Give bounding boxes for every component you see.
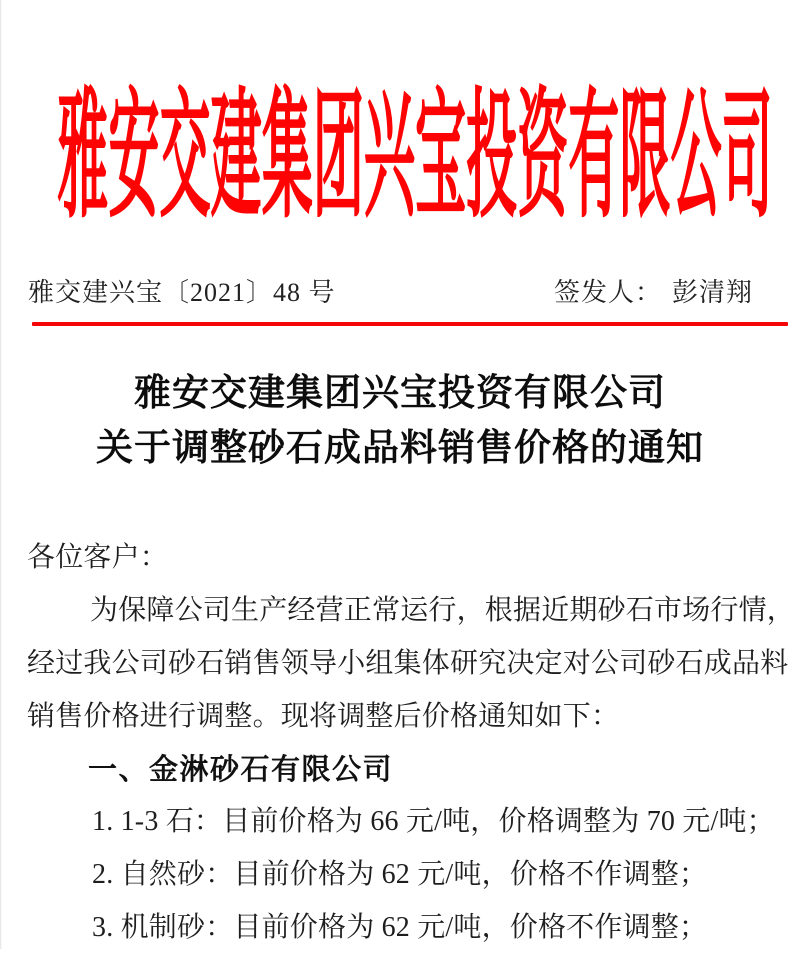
- price-item: 2. 自然砂：目前价格为 62 元/吨，价格不作调整；: [92, 859, 708, 891]
- issuer-name: 彭清翔: [671, 278, 753, 307]
- red-divider-rule: [32, 322, 788, 326]
- document-title: [0, 366, 800, 476]
- paragraph-line: 经过我公司砂石销售领导小组集体研究决定对公司砂石成品料: [27, 647, 789, 679]
- price-item: 1. 1-3 石：目前价格为 66 元/吨，价格调整为 70 元/吨；: [92, 806, 775, 838]
- document-body: [27, 532, 796, 955]
- paragraph-line: 销售价格进行调整。现将调整后价格通知如下：: [27, 700, 620, 732]
- section-heading: 一、金淋砂石有限公司: [88, 753, 394, 786]
- salutation: 各位客户：: [27, 542, 169, 573]
- document-title-line1: 雅安交建集团兴宝投资有限公司: [134, 373, 666, 414]
- issuer: [554, 276, 753, 310]
- issuer-label: 签发人：: [553, 278, 662, 307]
- document-number: 雅交建兴宝〔2021〕48 号: [28, 278, 336, 307]
- price-item: 3. 机制砂：目前价格为 62 元/吨，价格不作调整；: [92, 912, 708, 944]
- company-masthead: 雅安交建集团兴宝投资有限公司: [57, 80, 773, 235]
- document-title-line2: 关于调整砂石成品料销售价格的通知: [96, 428, 704, 469]
- document-number-row: [28, 276, 753, 310]
- paragraph-line: 为保障公司生产经营正常运行，根据近期砂石市场行情，: [90, 594, 796, 626]
